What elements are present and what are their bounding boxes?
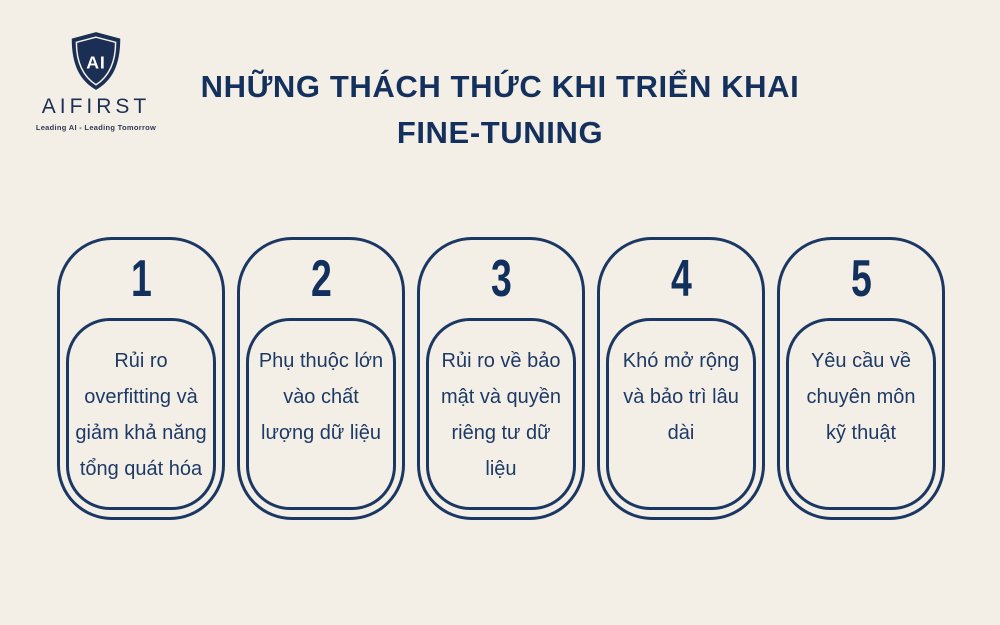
card-text: Yêu cầu về chuyên môn kỹ thuật [806, 350, 916, 444]
shield-label: AI [86, 52, 106, 73]
challenge-card-3 [417, 237, 585, 520]
card-number [240, 240, 402, 318]
card-text-box [246, 318, 396, 510]
page-title-line2: FINE-TUNING [396, 115, 604, 150]
card-text: Phụ thuộc lớn vào chất lượng dữ liệu [258, 350, 384, 444]
card-number [780, 240, 942, 318]
challenge-card-5 [777, 237, 945, 520]
page-title [0, 64, 1000, 156]
challenge-card-1 [57, 237, 225, 520]
card-number-text: 3 [490, 250, 512, 308]
card-number-text: 2 [310, 250, 332, 308]
card-number-text: 4 [670, 250, 692, 308]
card-text: Rủi ro về bảo mật và quyền riêng tư dữ liệu [440, 350, 562, 480]
card-number [420, 240, 582, 318]
card-text-box [426, 318, 576, 510]
brand-name: AIFIRST [41, 95, 151, 118]
brand-tagline: Leading AI - Leading Tomorrow [35, 123, 157, 132]
card-number [60, 240, 222, 318]
card-text: Rủi ro overfitting và giảm khả năng tổng quát hóa [75, 350, 207, 480]
card-number [600, 240, 762, 318]
card-text-box [786, 318, 936, 510]
card-text: Khó mở rộng và bảo trì lâu dài [622, 350, 740, 444]
card-number-text: 1 [130, 250, 152, 308]
challenge-card-4 [597, 237, 765, 520]
challenge-cards [57, 237, 945, 520]
card-text-box [66, 318, 216, 510]
challenge-card-2 [237, 237, 405, 520]
card-text-box [606, 318, 756, 510]
page-title-line1: NHỮNG THÁCH THỨC KHI TRIỂN KHAI [200, 69, 800, 104]
card-number-text: 5 [850, 250, 872, 308]
